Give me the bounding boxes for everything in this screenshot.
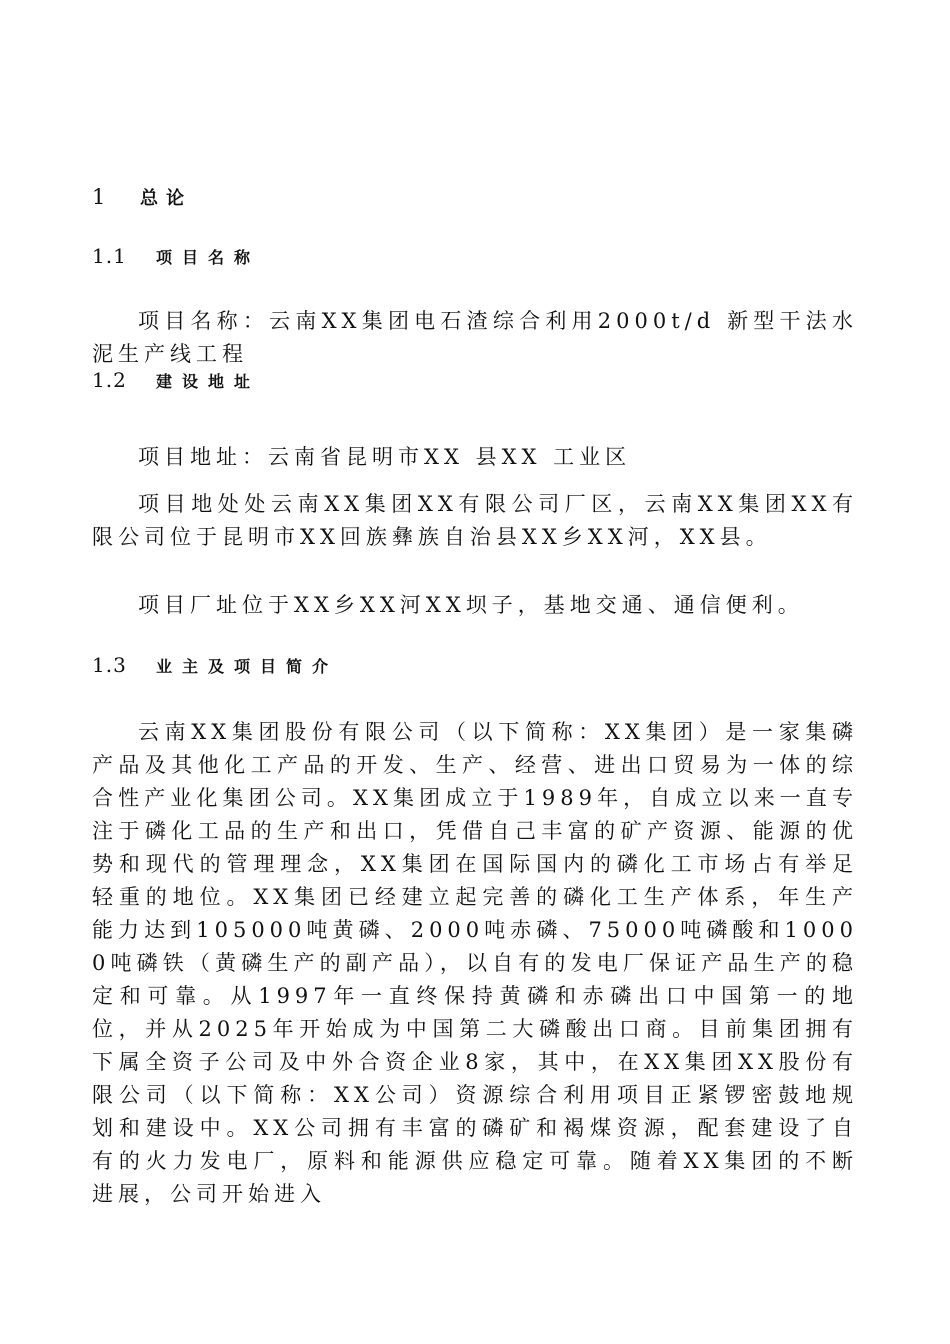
section-heading-1 [92,184,192,210]
paragraph-project-address: 项目地址：云南省昆明市XX 县XX 工业区 [138,445,632,469]
section-number: 1.3 [92,653,127,677]
section-heading-1-1 [92,244,260,268]
section-title: 项目名称 [156,248,261,267]
section-title: 建设地址 [156,372,261,391]
paragraph-project-name: 项目名称：云南XX集团电石渣综合利用2000t/d 新型干法水泥生产线工程 [92,309,858,366]
section-heading-1-2 [92,368,260,392]
section-number: 1 [92,185,107,209]
section-title: 业主及项目简介 [156,657,339,676]
section-number: 1.2 [92,368,127,392]
section-number: 1.1 [92,244,127,268]
section-title: 总论 [140,188,192,209]
paragraph-owner-introduction: 云南XX集团股份有限公司（以下简称：XX集团）是一家集磷产品及其他化工产品的开发、生产、经营、进出口贸易为一体的综合性产业化集团公司。XX集团成立于1989年，自成立以来一直专注于磷化工品的生产和出口，凭借自己丰富的矿产资源、能源的优势和现代的管理理念，XX集团在国际国内的磷化工市场占有举足轻重的地位。XX集团已经建立起完善的磷化工生产体系，年生产能力达到105000吨黄磷、2000吨赤磷、75000吨磷酸和10000吨磷铁（黄磷生产的副产品），以自有的发电厂保证产品生产的稳定和可靠。从1997年一直终保持黄磷和赤磷出口中国第一的地位，并从2025年开始成为中国第二大磷酸出口商。目前集团拥有下属全资子公司及中外合资企业8家，其中，在XX集团XX股份有限公司（以下简称：XX公司）资源综合利用项目正紧锣密鼓地规划和建设中。XX公司拥有丰富的磷矿和褐煤资源，配套建设了自有的火力发电厂，原料和能源供应稳定可靠。随着XX集团的不断进展，公司开始进入 [92,720,858,1206]
paragraph-project-location: 项目地处处云南XX集团XX有限公司厂区，云南XX集团XX有限公司位于昆明市XX回族彝族自治县XX乡XX河，XX县。 [92,492,858,549]
paragraph-site-location: 项目厂址位于XX乡XX河XX坝子，基地交通、通信便利。 [138,593,804,617]
section-heading-1-3 [92,653,338,677]
